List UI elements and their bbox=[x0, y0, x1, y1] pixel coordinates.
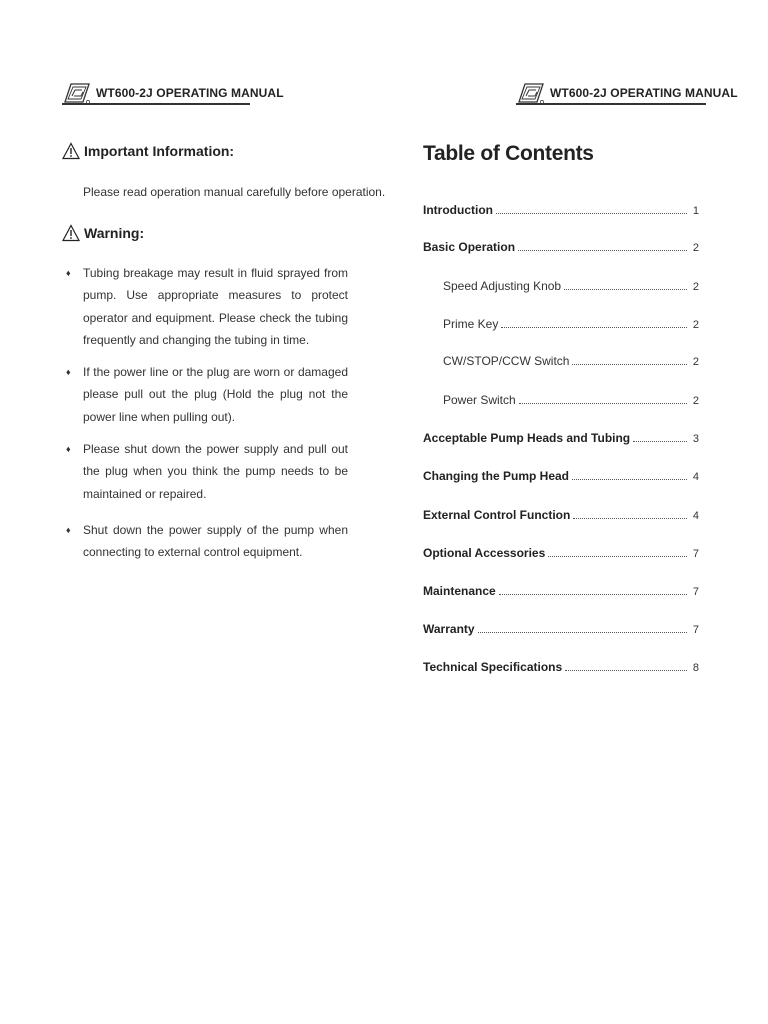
toc-leader bbox=[572, 479, 687, 480]
header-title: WT600-2J OPERATING MANUAL bbox=[550, 86, 738, 100]
important-title: Important Information: bbox=[84, 143, 235, 159]
list-item: ♦ Shut down the power supply of the pump when connecting to external control equipment. bbox=[66, 519, 348, 564]
toc-leader bbox=[478, 632, 687, 633]
toc-leader bbox=[572, 364, 687, 365]
bullet-icon: ♦ bbox=[66, 444, 71, 455]
toc-leader bbox=[565, 670, 687, 671]
bullet-icon: ♦ bbox=[66, 524, 71, 535]
bullet-icon: ♦ bbox=[66, 268, 71, 278]
important-text: Please read operation manual carefully before operation. bbox=[83, 185, 386, 199]
list-item: ♦ Please shut down the power supply and pull out the plug when you think the pump needs to be maintained or repaired. bbox=[66, 438, 348, 505]
toc-entry-technical-specifications[interactable]: Technical Specifications 8 bbox=[423, 660, 699, 674]
important-heading bbox=[62, 142, 234, 160]
toc-leader bbox=[573, 518, 687, 519]
toc-entry-power-switch[interactable]: Power Switch 2 bbox=[443, 393, 699, 407]
toc-entry-acceptable-pump-heads[interactable]: Acceptable Pump Heads and Tubing 3 bbox=[423, 431, 699, 445]
toc-entry-introduction[interactable]: Introduction 1 bbox=[423, 203, 699, 217]
list-item: ♦ If the power line or the plug are worn or damaged please pull out the plug (Hold the plug not the power line when pulling out). bbox=[66, 361, 348, 428]
list-item: ♦ Tubing breakage may result in fluid sprayed from pump. Use appropriate measures to protect operator and equipment. Please check the tubing frequently and changing the tubing in time. bbox=[66, 262, 348, 351]
warning-list bbox=[66, 262, 348, 574]
toc-entry-optional-accessories[interactable]: Optional Accessories 7 bbox=[423, 546, 699, 560]
toc-entry-prime-key[interactable]: Prime Key 2 bbox=[443, 317, 699, 331]
toc-entry-changing-pump-head[interactable]: Changing the Pump Head 4 bbox=[423, 469, 699, 483]
toc-leader bbox=[633, 441, 687, 442]
warning-triangle-icon bbox=[62, 224, 80, 242]
toc-leader bbox=[499, 594, 687, 595]
toc-entry-speed-adjusting-knob[interactable]: Speed Adjusting Knob 2 bbox=[443, 279, 699, 293]
toc-entry-external-control[interactable]: External Control Function 4 bbox=[423, 508, 699, 522]
warning-triangle-icon bbox=[62, 142, 80, 160]
warning-heading bbox=[62, 224, 144, 242]
toc-title: Table of Contents bbox=[423, 142, 594, 165]
toc-leader bbox=[496, 213, 687, 214]
header-title: WT600-2J OPERATING MANUAL bbox=[96, 86, 284, 100]
toc-entry-maintenance[interactable]: Maintenance 7 bbox=[423, 584, 699, 598]
brand-logo-icon bbox=[62, 81, 92, 105]
toc-leader bbox=[519, 403, 687, 404]
brand-logo-icon bbox=[516, 81, 546, 105]
bullet-icon: ♦ bbox=[66, 367, 71, 378]
toc-entry-cw-stop-ccw-switch[interactable]: CW/STOP/CCW Switch 2 bbox=[443, 354, 699, 368]
warning-title: Warning: bbox=[84, 225, 145, 241]
toc-entry-basic-operation[interactable]: Basic Operation 2 bbox=[423, 240, 699, 254]
header-divider bbox=[516, 103, 706, 105]
toc-leader bbox=[501, 327, 687, 328]
toc-entry-warranty[interactable]: Warranty 7 bbox=[423, 622, 699, 636]
toc-leader bbox=[548, 556, 687, 557]
toc-leader bbox=[518, 250, 687, 251]
header-divider bbox=[62, 103, 250, 105]
toc-leader bbox=[564, 289, 687, 290]
